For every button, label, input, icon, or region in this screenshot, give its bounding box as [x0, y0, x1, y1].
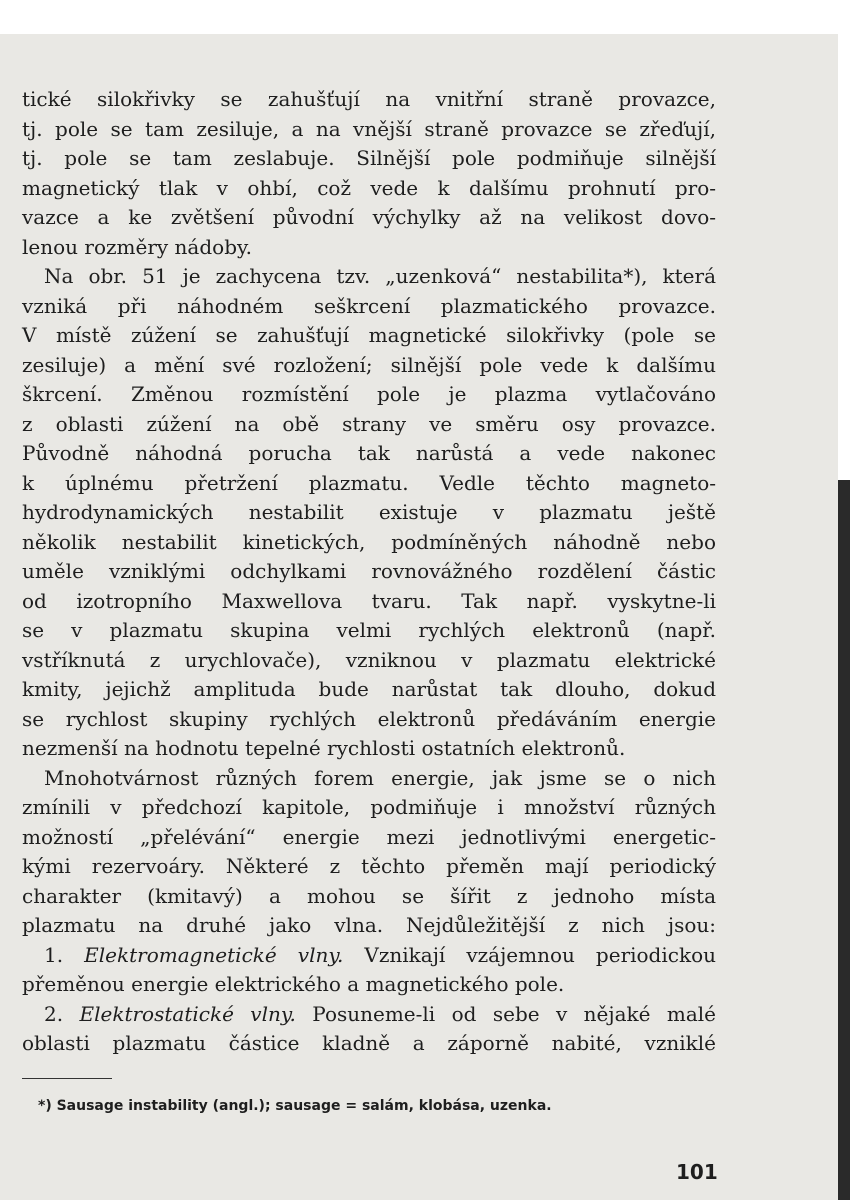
- text-line: oblasti plazmatu částice kladně a záporně nabité, vzniklé: [22, 1031, 716, 1055]
- text-line: Na obr. 51 je zachycena tzv. „uzenková“ nestabilita*), která: [44, 264, 716, 288]
- footnote: *) Sausage instability (angl.); sausage = salám, klobása, uzenka.: [38, 1098, 552, 1114]
- text-line: od izotropního Maxwellova tvaru. Tak např. vyskytne-li: [22, 588, 716, 613]
- list-item-text: Vznikají vzájemnou periodickou: [364, 942, 717, 967]
- list-number: 2.: [44, 1001, 64, 1026]
- text-line: k úplnému přetržení plazmatu. Vedle těchto magneto-: [22, 470, 716, 495]
- text-line: tj. pole se tam zeslabuje. Silnější pole podmiňuje silnější: [22, 146, 716, 170]
- text-line: přeměnou energie elektrického a magnetického pole.: [22, 972, 565, 996]
- text-line: zesiluje) a mění své rozložení; silnější pole vede k dalšímu: [22, 352, 716, 377]
- scan-margin: [0, 0, 850, 34]
- footnote-divider: [22, 1078, 112, 1079]
- text-line: plazmatu na druhé jako vlna. Nejdůležitější z nich jsou:: [22, 913, 716, 937]
- list-number: 1.: [44, 942, 64, 967]
- text-line: vzniká při náhodném seškrcení plazmatického provazce.: [22, 293, 716, 318]
- list-item-title: Elektromagnetické vlny.: [84, 942, 344, 967]
- text-line: se rychlost skupiny rychlých elektronů předáváním energie: [22, 706, 716, 731]
- text-line: několik nestabilit kinetických, podmíněných náhodně nebo: [22, 529, 716, 554]
- text-line: z oblasti zúžení na obě strany ve směru osy provazce.: [22, 411, 716, 436]
- text-line: tické silokřivky se zahušťují na vnitřní straně provazce,: [22, 87, 716, 111]
- text-line: zmínili v předchozí kapitole, podmiňuje i množství různých: [22, 795, 716, 819]
- text-line: možností „přelévání“ energie mezi jednotlivými energetic-: [22, 824, 716, 849]
- text-line: škrcení. Změnou rozmístění pole je plazma vytlačováno: [22, 382, 716, 406]
- text-line: V místě zúžení se zahušťují magnetické silokřivky (pole se: [22, 323, 716, 347]
- page-number: 101: [676, 1160, 718, 1184]
- text-line: uměle vzniklými odchylkami rovnovážného rozdělení částic: [22, 559, 716, 583]
- text-line: charakter (kmitavý) a mohou se šířit z jednoho místa: [22, 883, 716, 908]
- text-line: kmity, jejichž amplituda bude narůstat tak dlouho, dokud: [22, 677, 716, 701]
- book-page: [0, 34, 838, 1200]
- text-line: vazce a ke zvětšení původní výchylky až na velikost dovo-: [22, 205, 716, 229]
- text-line: hydrodynamických nestabilit existuje v plazmatu ještě: [22, 500, 716, 524]
- text-line: tj. pole se tam zesiluje, a na vnější straně provazce se zřeďují,: [22, 116, 716, 141]
- list-item-text: Posuneme-li od sebe v nějaké malé: [312, 1001, 716, 1026]
- text-line: lenou rozměry nádoby.: [22, 234, 252, 259]
- text-line: Mnohotvárnost různých forem energie, jak jsme se o nich: [44, 765, 716, 790]
- text-line: kými rezervoáry. Některé z těchto přeměn mají periodický: [22, 854, 716, 878]
- list-item-2: [22, 1000, 716, 1030]
- text-line: magnetický tlak v ohbí, což vede k dalšímu prohnutí pro-: [22, 175, 716, 200]
- list-item-title: Elektrostatické vlny.: [79, 1001, 296, 1026]
- text-line: se v plazmatu skupina velmi rychlých elektronů (např.: [22, 618, 716, 642]
- body-text: [22, 85, 716, 1059]
- text-line: vstříknutá z urychlovače), vzniknou v plazmatu elektrické: [22, 647, 716, 672]
- scan-edge-shadow: [838, 480, 850, 1200]
- text-line: Původně náhodná porucha tak narůstá a vede nakonec: [22, 441, 716, 465]
- list-item-1: [22, 941, 716, 971]
- text-line: nezmenší na hodnotu tepelné rychlosti ostatních elektronů.: [22, 736, 626, 760]
